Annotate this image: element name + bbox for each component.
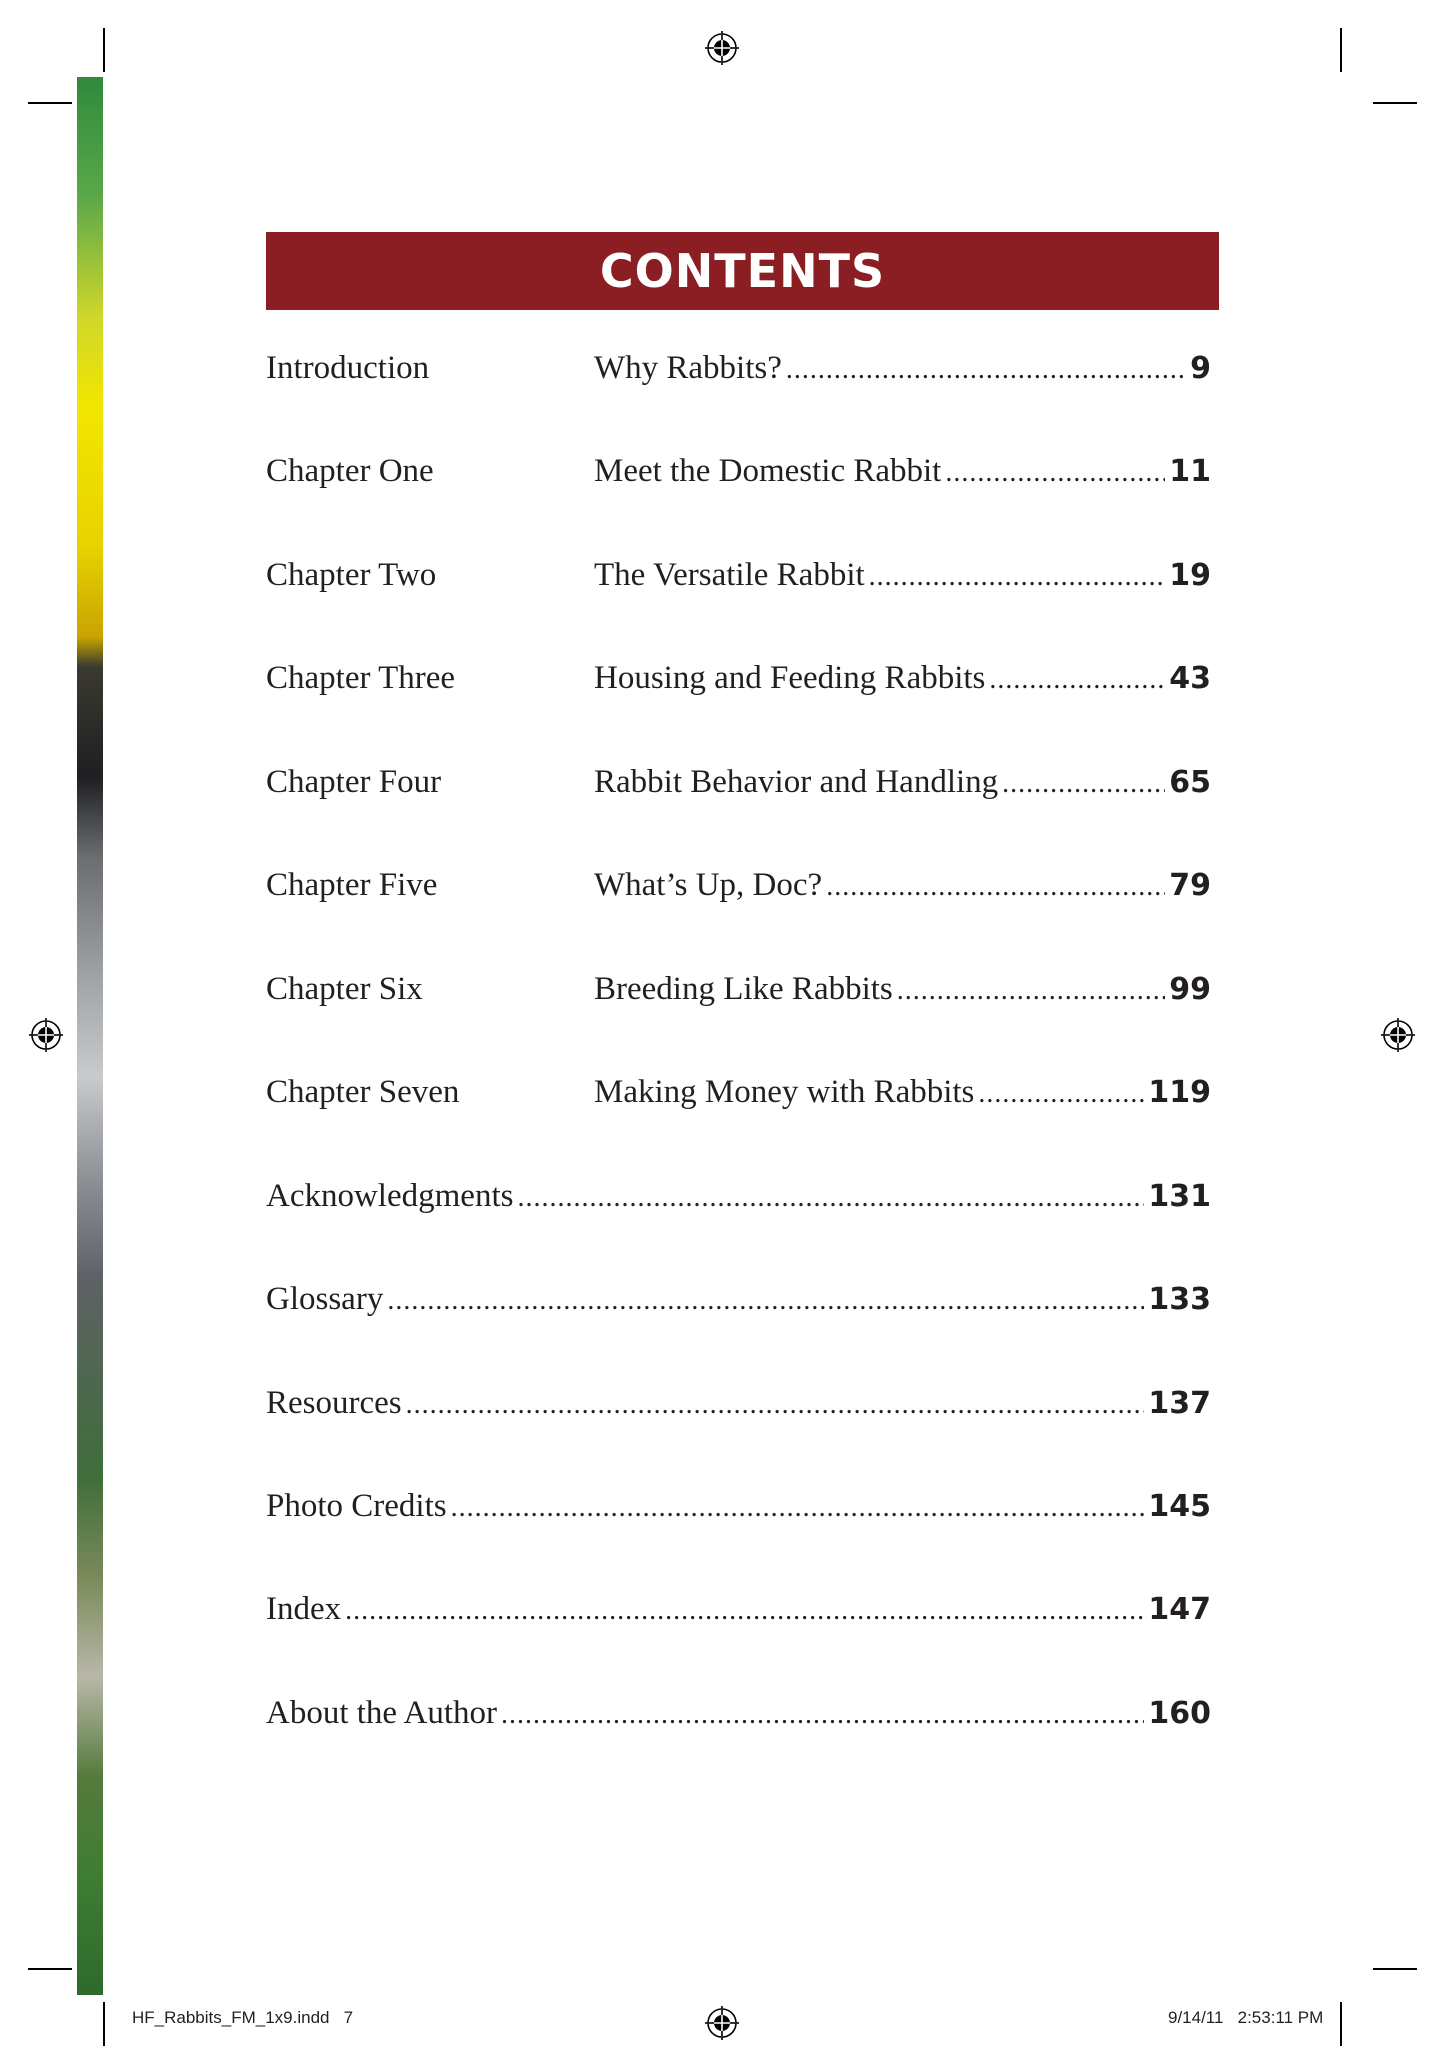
dot-leader <box>345 1595 1144 1627</box>
toc-entry[interactable] <box>266 971 1211 1023</box>
crop-mark-top-left-v <box>103 28 105 72</box>
chapter-label: Chapter Five <box>266 867 438 903</box>
toc-entry[interactable] <box>266 453 1211 505</box>
toc-entry[interactable] <box>266 1178 1211 1230</box>
toc-entry[interactable] <box>266 764 1211 816</box>
dot-leader <box>387 1285 1144 1317</box>
page-number: 79 <box>1169 868 1211 903</box>
chapter-title: Breeding Like Rabbits <box>594 971 893 1007</box>
registration-mark-icon <box>705 31 739 65</box>
cover-photo-bleed-strip <box>77 77 103 1995</box>
chapter-label: Chapter Seven <box>266 1074 460 1110</box>
back-matter-title: About the Author <box>266 1695 497 1731</box>
page-number: 145 <box>1148 1489 1211 1524</box>
back-matter-title: Photo Credits <box>266 1488 447 1524</box>
chapter-label: Chapter Six <box>266 971 423 1007</box>
page-number: 131 <box>1148 1179 1211 1214</box>
toc-entry[interactable] <box>266 1281 1211 1333</box>
page-number: 133 <box>1148 1282 1211 1317</box>
back-matter-title: Acknowledgments <box>266 1178 514 1214</box>
crop-mark-top-right-v <box>1340 28 1342 72</box>
crop-mark-bottom-right-h <box>1373 1968 1417 1970</box>
slug-timestamp: 9/14/11 2:53:11 PM <box>1168 2008 1324 2027</box>
page-number: 19 <box>1169 558 1211 593</box>
chapter-title: Housing and Feeding Rabbits <box>594 660 986 696</box>
back-matter-title: Resources <box>266 1385 402 1421</box>
crop-mark-top-right-h <box>1373 102 1417 104</box>
page-number: 9 <box>1190 351 1211 386</box>
page-number: 11 <box>1169 454 1211 489</box>
page-number: 160 <box>1148 1696 1211 1731</box>
crop-mark-bottom-right-v <box>1340 2002 1342 2046</box>
chapter-label: Chapter One <box>266 453 434 489</box>
chapter-title: The Versatile Rabbit <box>594 557 865 593</box>
chapter-label: Introduction <box>266 350 430 386</box>
chapter-title: Why Rabbits? <box>594 350 782 386</box>
toc-entry[interactable] <box>266 1591 1211 1643</box>
page-number: 147 <box>1148 1592 1211 1627</box>
toc-entry[interactable] <box>266 1488 1211 1540</box>
registration-mark-icon <box>705 2006 739 2040</box>
page-number: 119 <box>1148 1075 1211 1110</box>
contents-banner <box>266 232 1219 310</box>
chapter-title: Making Money with Rabbits <box>594 1074 975 1110</box>
toc-entry[interactable] <box>266 1074 1211 1126</box>
toc-entry[interactable] <box>266 1385 1211 1437</box>
dot-leader <box>978 1078 1144 1110</box>
crop-mark-bottom-left-h <box>28 1968 72 1970</box>
toc-entry[interactable] <box>266 867 1211 919</box>
chapter-label: Chapter Three <box>266 660 456 696</box>
dot-leader <box>1002 768 1165 800</box>
dot-leader <box>501 1699 1144 1731</box>
crop-mark-top-left-h <box>28 102 72 104</box>
page-number: 65 <box>1169 765 1211 800</box>
dot-leader <box>989 664 1165 696</box>
dot-leader <box>869 561 1166 593</box>
registration-mark-icon <box>1381 1018 1415 1052</box>
toc-entry[interactable] <box>266 660 1211 712</box>
dot-leader <box>451 1492 1145 1524</box>
toc-entry[interactable] <box>266 557 1211 609</box>
chapter-label: Chapter Four <box>266 764 442 800</box>
toc-entry[interactable] <box>266 350 1211 402</box>
page-number: 43 <box>1169 661 1211 696</box>
crop-mark-bottom-left-v <box>103 2002 105 2046</box>
page-title: CONTENTS <box>599 244 886 298</box>
dot-leader <box>517 1182 1144 1214</box>
dot-leader <box>826 871 1165 903</box>
slug-filename: HF_Rabbits_FM_1x9.indd 7 <box>132 2008 354 2027</box>
chapter-title: What’s Up, Doc? <box>594 867 823 903</box>
chapter-title: Rabbit Behavior and Handling <box>594 764 999 800</box>
back-matter-title: Index <box>266 1591 342 1627</box>
dot-leader <box>786 354 1186 386</box>
dot-leader <box>897 975 1165 1007</box>
page-number: 137 <box>1148 1386 1211 1421</box>
dot-leader <box>406 1389 1145 1421</box>
page-number: 99 <box>1169 972 1211 1007</box>
back-matter-title: Glossary <box>266 1281 384 1317</box>
chapter-label: Chapter Two <box>266 557 437 593</box>
chapter-title: Meet the Domestic Rabbit <box>594 453 942 489</box>
toc-entry[interactable] <box>266 1695 1211 1747</box>
dot-leader <box>945 457 1165 489</box>
registration-mark-icon <box>29 1018 63 1052</box>
